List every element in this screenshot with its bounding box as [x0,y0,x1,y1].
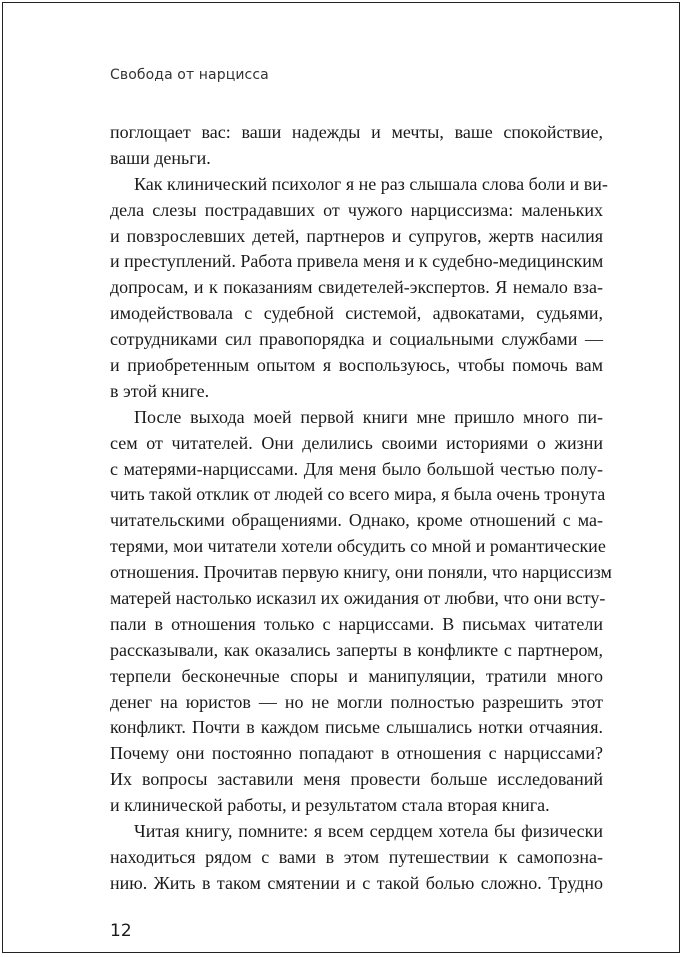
text-line: и приобретенным опытом я воспользуюсь, чтобы помочь вам [110,355,603,376]
text-line: матерей настолько исказил их ожидания от любви, что они всту- [110,588,606,609]
page-frame [2,2,680,953]
text-line: терями, мои читатели хотели обсудить со мной и романтические [110,536,606,557]
text-line: ваши деньги. [110,147,211,168]
text-line: чить такой отклик от людей со всего мира, я была очень тронута [110,484,606,505]
text-line: Их вопросы заставили меня провести больше исследований [110,769,603,790]
running-header: Свобода от нарцисса [110,67,269,83]
text-line: нию. Жить в таком смятении и с такой болью сложно. Трудно [110,872,603,893]
page-number: 12 [110,921,132,941]
text-line: дела слезы пострадавших от чужого нарциссизма: маленьких [110,199,603,220]
text-line: конфликт. Почти в каждом письме слышались нотки отчаяния. [110,717,603,738]
text-line: в этой книге. [110,380,210,401]
text-line: сем от читателей. Они делились своими историями о жизни [110,432,603,453]
text-line: Почему они постоянно попадают в отношения с нарциссами? [110,743,603,764]
text-line: сотрудниками сил правопорядка и социальными службами — [110,329,603,350]
text-line: читательскими обращениями. Однако, кроме отношений с ма- [110,510,603,531]
paragraph-start-line: Читая книгу, помните: я всем сердцем хотела бы физически [134,821,603,842]
text-line: находиться рядом с вами в этом путешествии к самопозна- [110,846,603,867]
text-line: и клинической работы, и результатом стала вторая книга. [110,795,550,816]
text-line: терпели бесконечные споры и манипуляции, тратили много [110,665,603,686]
text-line: имодействовала с судебной системой, адвокатами, судьями, [110,303,603,324]
text-line: денег на юристов — но не могли полностью разрешить этот [110,691,603,712]
body-text [110,120,612,897]
text-line: и повзрослевших детей, партнеров и супругов, жертв насилия [110,225,603,246]
text-line: отношения. Прочитав первую книгу, они поняли, что нарциссизм [110,562,612,583]
text-line: и преступлений. Работа привела меня и к судебно-медицинским [110,251,604,272]
text-line: с матерями-нарциссами. Для меня было большой честью полу- [110,458,603,479]
paragraph-start-line: Как клинический психолог я не раз слышала слова боли и ви- [134,173,608,194]
text-line: допросам, и к показаниям свидетелей-экспертов. Я немало вза- [110,277,603,298]
text-line: поглощает вас: ваши надежды и мечты, ваше спокойствие, [110,122,603,142]
text-line: рассказывали, как оказались заперты в конфликте с партнером, [110,639,603,660]
paragraph-start-line: После выхода моей первой книги мне пришло много пи- [134,406,603,427]
text-line: пали в отношения только с нарциссами. В письмах читатели [110,613,603,634]
